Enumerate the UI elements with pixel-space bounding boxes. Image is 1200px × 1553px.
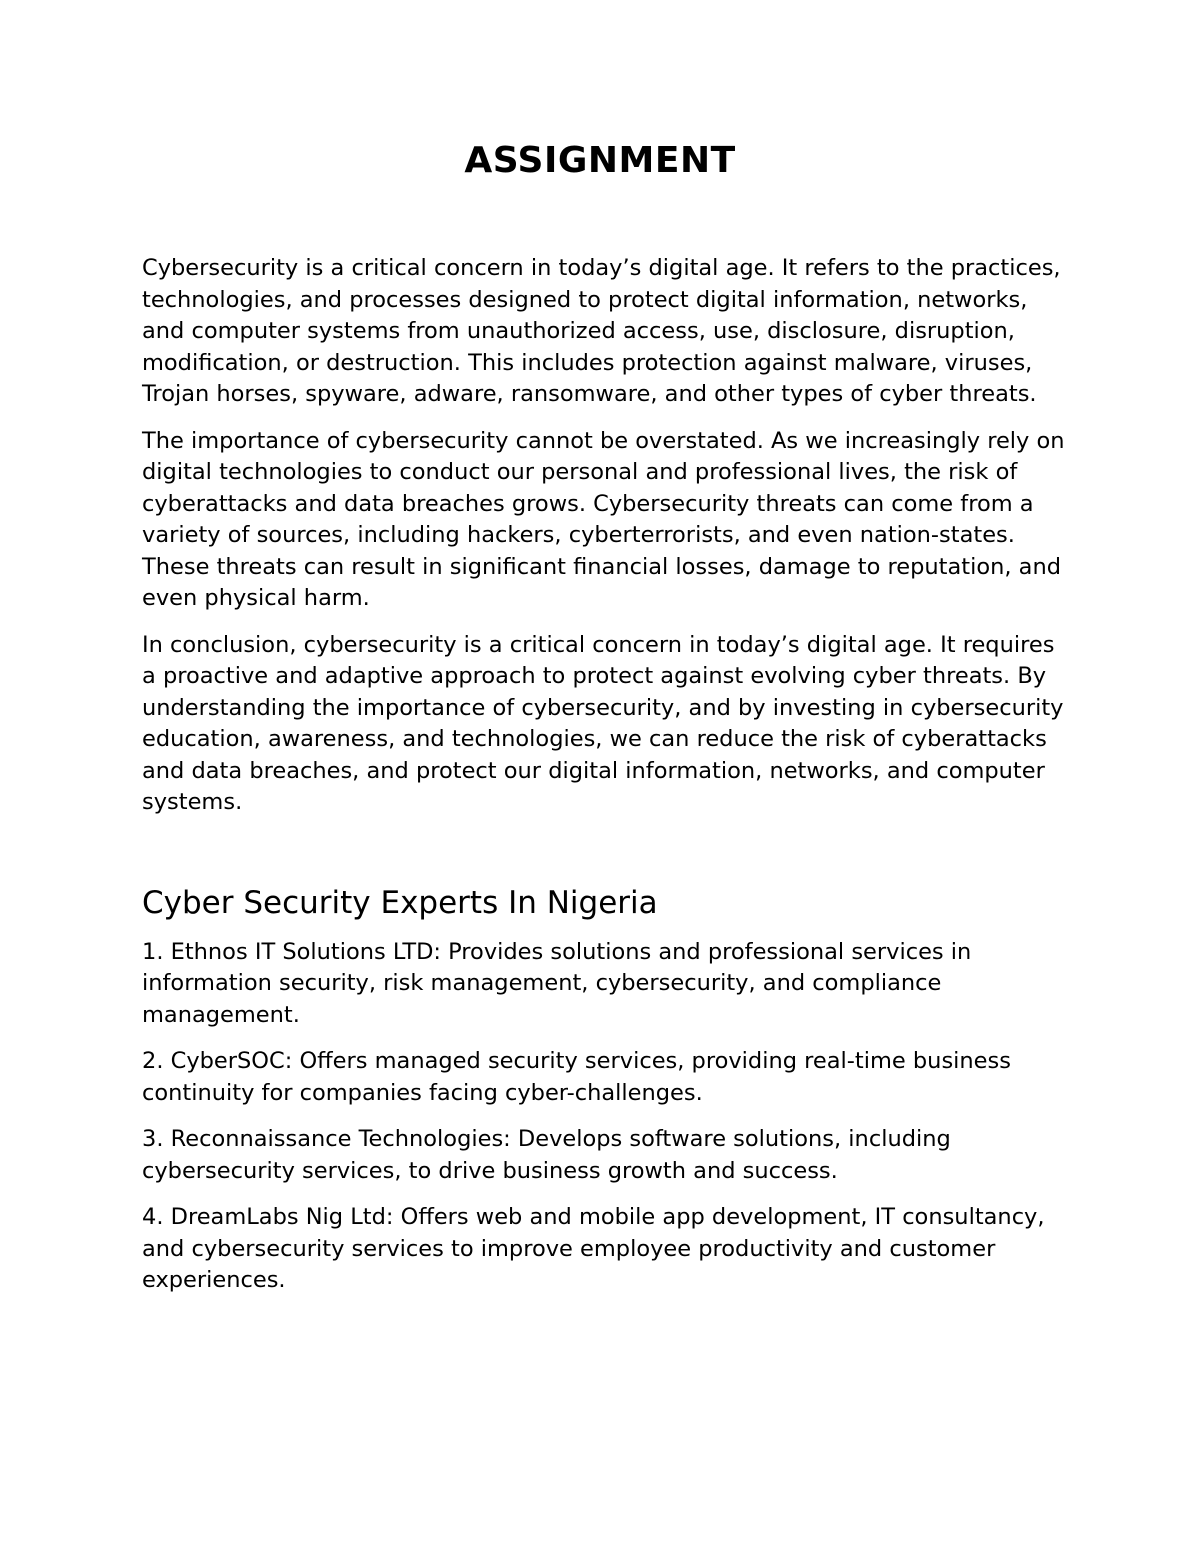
document-title: ASSIGNMENT (464, 140, 736, 181)
list-item: 1. Ethnos IT Solutions LTD: Provides solutions and professional services in information security, risk management, cybersecurity, and compliance management. (142, 938, 972, 1028)
importance-paragraph: The importance of cybersecurity cannot be overstated. As we increasingly rely on digital technologies to conduct our personal and professional lives, the risk of cyberattacks and data breaches grows. Cybersecurity threats can come from a variety of sources, including hackers, cyberterrorists, and even nation-states. These threats can result in significant financial losses, damage to reputation, and even physical harm. (142, 427, 1065, 611)
section-heading: Cyber Security Experts In Nigeria (142, 884, 658, 921)
intro-paragraph: Cybersecurity is a critical concern in today’s digital age. It refers to the practices, technologies, and processes designed to protect digital information, networks, and computer systems from unauthorized access, use, disclosure, disruption, modification, or destruction. This includes protection against malware, viruses, Trojan horses, spyware, adware, ransomware, and other types of cyber threats. (142, 255, 1061, 407)
experts-list (142, 937, 1072, 1297)
list-item: 4. DreamLabs Nig Ltd: Offers web and mobile app development, IT consultancy, and cybersecurity services to improve employee productivity and customer experiences. (142, 1204, 1045, 1293)
list-item: 2. CyberSOC: Offers managed security services, providing real-time business continuity for companies facing cyber-challenges. (142, 1048, 1011, 1106)
conclusion-paragraph: In conclusion, cybersecurity is a critical concern in today’s digital age. It requires a proactive and adaptive approach to protect against evolving cyber threats. By understanding the importance of cybersecurity, and by investing in cybersecurity education, awareness, and technologies, we can reduce the risk of cyberattacks and data breaches, and protect our digital information, networks, and computer systems. (142, 631, 1064, 815)
list-item: 3. Reconnaissance Technologies: Develops software solutions, including cybersecurity services, to drive business growth and success. (142, 1126, 951, 1184)
document-body (142, 253, 1072, 1312)
